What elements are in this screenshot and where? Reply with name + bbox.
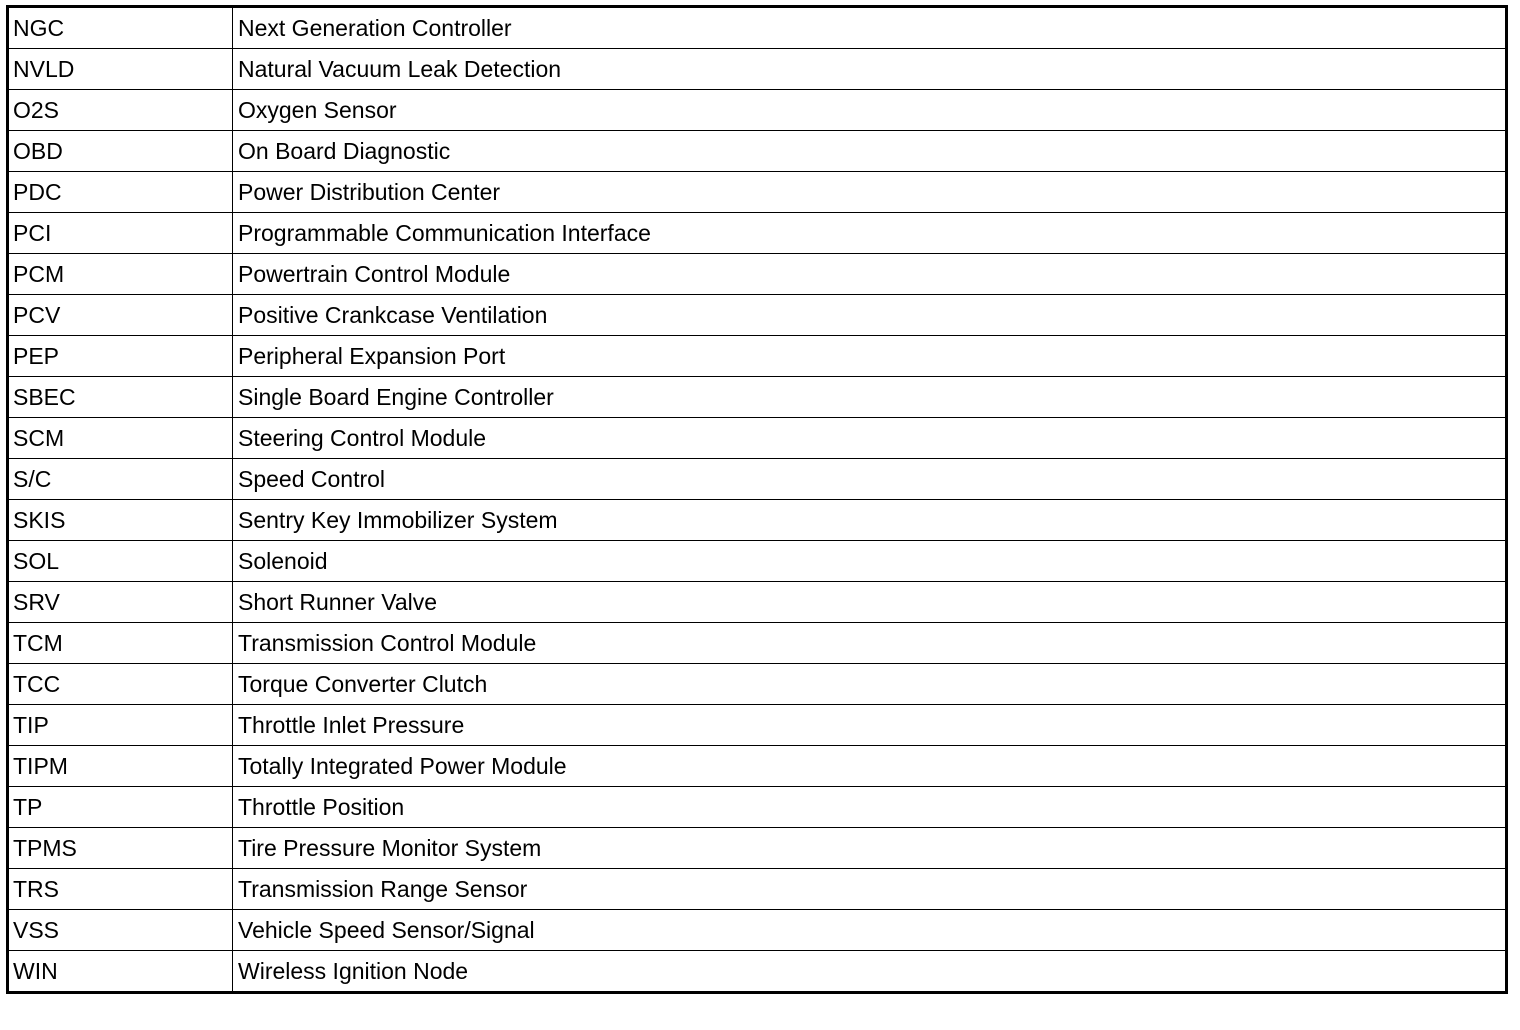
table-row [8, 172, 1507, 213]
abbreviation-cell: TPMS [8, 828, 233, 869]
table-row [8, 131, 1507, 172]
table-row [8, 254, 1507, 295]
table-row [8, 336, 1507, 377]
definition-cell: Powertrain Control Module [233, 254, 1507, 295]
table-row [8, 500, 1507, 541]
table-row [8, 377, 1507, 418]
definition-cell: Sentry Key Immobilizer System [233, 500, 1507, 541]
definition-cell: Speed Control [233, 459, 1507, 500]
definition-cell: On Board Diagnostic [233, 131, 1507, 172]
table-row [8, 7, 1507, 49]
definition-cell: Vehicle Speed Sensor/Signal [233, 910, 1507, 951]
abbreviation-cell: S/C [8, 459, 233, 500]
table-row [8, 951, 1507, 993]
table-row [8, 705, 1507, 746]
table-row [8, 459, 1507, 500]
table-row [8, 869, 1507, 910]
abbreviation-cell: SRV [8, 582, 233, 623]
table-row [8, 49, 1507, 90]
abbreviation-cell: VSS [8, 910, 233, 951]
abbreviation-cell: PEP [8, 336, 233, 377]
abbreviation-cell: TCC [8, 664, 233, 705]
table-row [8, 213, 1507, 254]
definition-cell: Peripheral Expansion Port [233, 336, 1507, 377]
definition-cell: Natural Vacuum Leak Detection [233, 49, 1507, 90]
table-row [8, 746, 1507, 787]
table-row [8, 541, 1507, 582]
table-row [8, 418, 1507, 459]
abbreviation-cell: PCV [8, 295, 233, 336]
table-row [8, 787, 1507, 828]
table-row [8, 582, 1507, 623]
table-row [8, 623, 1507, 664]
abbreviation-cell: PCI [8, 213, 233, 254]
abbreviation-cell: NVLD [8, 49, 233, 90]
definition-cell: Tire Pressure Monitor System [233, 828, 1507, 869]
definition-cell: Short Runner Valve [233, 582, 1507, 623]
abbreviation-cell: NGC [8, 7, 233, 49]
abbreviation-cell: PCM [8, 254, 233, 295]
abbreviation-cell: SOL [8, 541, 233, 582]
abbreviation-cell: WIN [8, 951, 233, 993]
table-row [8, 295, 1507, 336]
abbreviation-cell: TRS [8, 869, 233, 910]
abbreviation-cell: PDC [8, 172, 233, 213]
definition-cell: Transmission Range Sensor [233, 869, 1507, 910]
abbreviation-cell: O2S [8, 90, 233, 131]
abbreviation-cell: SCM [8, 418, 233, 459]
definition-cell: Positive Crankcase Ventilation [233, 295, 1507, 336]
definition-cell: Totally Integrated Power Module [233, 746, 1507, 787]
definition-cell: Torque Converter Clutch [233, 664, 1507, 705]
abbreviation-table [6, 5, 1508, 994]
definition-cell: Programmable Communication Interface [233, 213, 1507, 254]
table-row [8, 664, 1507, 705]
abbreviation-cell: SKIS [8, 500, 233, 541]
definition-cell: Oxygen Sensor [233, 90, 1507, 131]
definition-cell: Wireless Ignition Node [233, 951, 1507, 993]
abbreviation-cell: TIP [8, 705, 233, 746]
abbreviation-cell: SBEC [8, 377, 233, 418]
definition-cell: Power Distribution Center [233, 172, 1507, 213]
table-row [8, 910, 1507, 951]
abbreviation-cell: OBD [8, 131, 233, 172]
abbreviation-cell: TIPM [8, 746, 233, 787]
definition-cell: Transmission Control Module [233, 623, 1507, 664]
abbreviation-cell: TP [8, 787, 233, 828]
table-row [8, 828, 1507, 869]
definition-cell: Throttle Inlet Pressure [233, 705, 1507, 746]
definition-cell: Next Generation Controller [233, 7, 1507, 49]
abbreviation-cell: TCM [8, 623, 233, 664]
definition-cell: Solenoid [233, 541, 1507, 582]
definition-cell: Throttle Position [233, 787, 1507, 828]
definition-cell: Single Board Engine Controller [233, 377, 1507, 418]
abbreviation-table-body [8, 7, 1507, 993]
table-row [8, 90, 1507, 131]
definition-cell: Steering Control Module [233, 418, 1507, 459]
